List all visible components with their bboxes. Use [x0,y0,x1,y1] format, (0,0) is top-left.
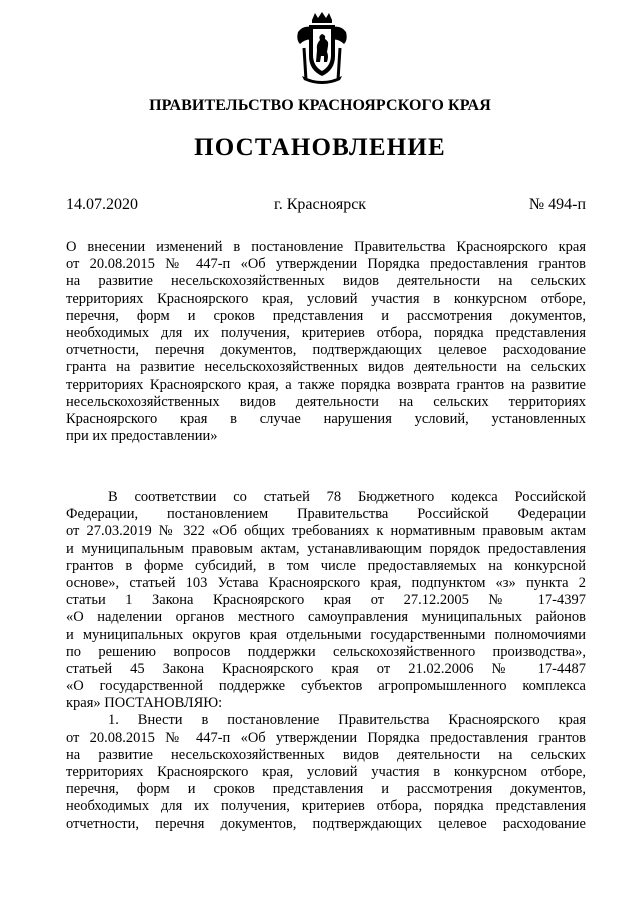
body-line: территориях Красноярского края, условий участия в конкурсном отборе, [66,764,586,780]
title-line: территориях Красноярского края, условий участия в конкурсном отборе, [66,290,586,307]
body-line: основе», статьей 103 Устава Красноярского края, подпунктом «з» пункта 2 [66,574,586,591]
body-line: необходимых для их получения, критериев отбора, порядка представления [66,798,586,815]
document-number: № 494-п [528,196,586,213]
document-date: 14.07.2020 [66,196,138,213]
body-line: края» ПОСТАНОВЛЯЮ: [66,695,223,712]
title-line: от 20.08.2015 № 447-п «Об утверждении Порядка предоставления грантов [66,256,586,273]
body-line: перечня, форм и сроков представления и рассмотрения документов, [66,781,586,798]
body-line: отчетности, перечня документов, подтверждающих целевое расходование [66,815,586,832]
body-line: Федерации, постановлением Правительства Российской Федерации [66,506,586,523]
title-line: территориях Красноярского края, а также порядка возврата грантов на развитие [66,376,586,393]
document-body [66,489,586,833]
body-line: грантов в форме субсидий, в том числе предоставляемых на конкурсной [66,557,586,574]
organization-name: ПРАВИТЕЛЬСТВО КРАСНОЯРСКОГО КРАЯ [149,97,491,114]
title-line: отчетности, перечня документов, подтверждающих целевое расходование [66,342,586,359]
body-line: на развитие несельскохозяйственных видов деятельности на сельских [66,746,586,763]
body-line: статьей 45 Закона Красноярского края от 21.02.2006 № 17-4487 [66,660,586,677]
document-title [66,239,586,445]
body-line: от 27.03.2019 № 322 «Об общих требованиях к нормативным правовым актам [66,523,586,540]
coat-of-arms-emblem-icon [294,10,350,84]
title-line: необходимых для их получения, критериев отбора, порядка представления [66,324,586,341]
title-line: на развитие несельскохозяйственных видов деятельности на сельских [66,273,586,290]
body-line: и муниципальных округов края отдельными государственными полномочиями [66,626,586,643]
title-line: несельскохозяйственных видов деятельности на сельских территориях [66,393,586,410]
body-line: и муниципальным правовым актам, устанавливающим порядок предоставления [66,540,586,557]
body-line: по решению вопросов поддержки сельскохозяйственного производства», [66,643,586,660]
body-line: «О наделении органов местного самоуправления муниципальных районов [66,609,586,626]
body-line: В соответствии со статьей 78 Бюджетного кодекса Российской [108,489,586,505]
body-line: статьи 1 Закона Красноярского края от 27.12.2005 № 17-4397 [66,592,586,609]
body-line: от 20.08.2015 № 447-п «Об утверждении Порядка предоставления грантов [66,729,586,746]
body-line: «О государственной поддержке субъектов агропромышленного комплекса [66,678,586,695]
document-type-heading: ПОСТАНОВЛЕНИЕ [194,134,446,161]
document-city: г. Красноярск [273,196,367,213]
title-line: гранта на развитие несельскохозяйственных видов деятельности на сельских [66,359,586,376]
title-line: перечня, форм и сроков представления и рассмотрения документов, [66,307,586,324]
title-line: Красноярского края в случае нарушения условий, установленных [66,410,586,427]
title-line: О внесении изменений в постановление Правительства Красноярского края [66,239,586,255]
title-line: при их предоставлении» [66,428,218,445]
body-line: 1. Внести в постановление Правительства Красноярского края [108,712,586,729]
